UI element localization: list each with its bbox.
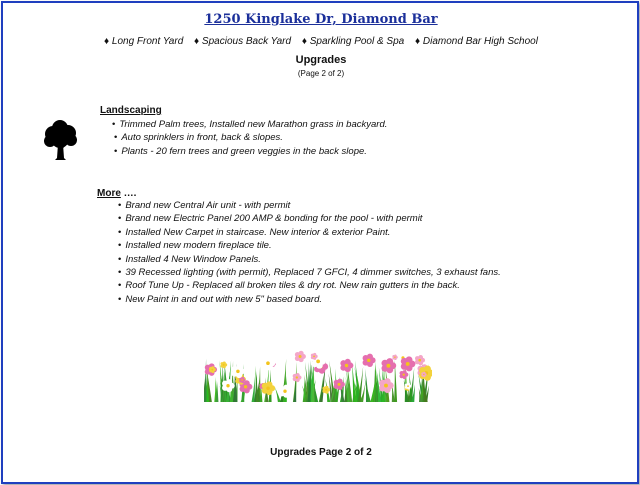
list-item: • Installed 4 New Window Panels. <box>118 253 261 265</box>
feature-item: ♦ Spacious Back Yard <box>194 36 292 47</box>
page-title: 1250 Kinglake Dr, Diamond Bar <box>204 12 438 27</box>
more-heading: More …. <box>97 188 137 199</box>
feature-item: ♦ Long Front Yard <box>104 36 184 47</box>
list-item: • New Paint in and out with new 5" based board. <box>118 293 322 305</box>
page-indicator: (Page 2 of 2) <box>297 69 345 78</box>
page-footer: Upgrades Page 2 of 2 <box>270 447 372 458</box>
list-item: • Installed new modern fireplace tile. <box>118 240 272 252</box>
feature-item: ♦ Diamond Bar High School <box>415 36 538 47</box>
landscaping-heading: Landscaping <box>100 105 162 116</box>
list-item: • Roof Tune Up - Replaced all broken tiles & dry rot. New rain gutters in the back. <box>118 280 460 292</box>
more-list <box>118 199 501 306</box>
list-item: • Trimmed Palm trees, Installed new Marathon grass in backyard. <box>112 119 388 130</box>
feature-item: ♦ Sparkling Pool & Spa <box>301 36 405 47</box>
page-frame <box>1 1 639 484</box>
list-item: • 39 Recessed lighting (with permit), Replaced 7 GFCI, 4 dimmer switches, 3 exhaust fans. <box>118 267 501 279</box>
flower-border-image <box>204 350 432 402</box>
section-heading: Upgrades <box>295 54 347 66</box>
list-item: • Brand new Central Air unit - with permit <box>118 200 291 211</box>
list-item: • Auto sprinklers in front, back & slopes. <box>114 132 283 144</box>
list-item: • Plants - 20 fern trees and green veggies in the back slope. <box>114 145 367 157</box>
landscaping-list <box>112 118 387 158</box>
list-item: • Installed New Carpet in staircase. New interior & exterior Paint. <box>118 226 391 238</box>
feature-list <box>3 36 639 47</box>
tree-icon <box>41 120 79 160</box>
list-item: • Brand new Electric Panel 200 AMP & bonding for the pool - with permit <box>118 213 423 225</box>
